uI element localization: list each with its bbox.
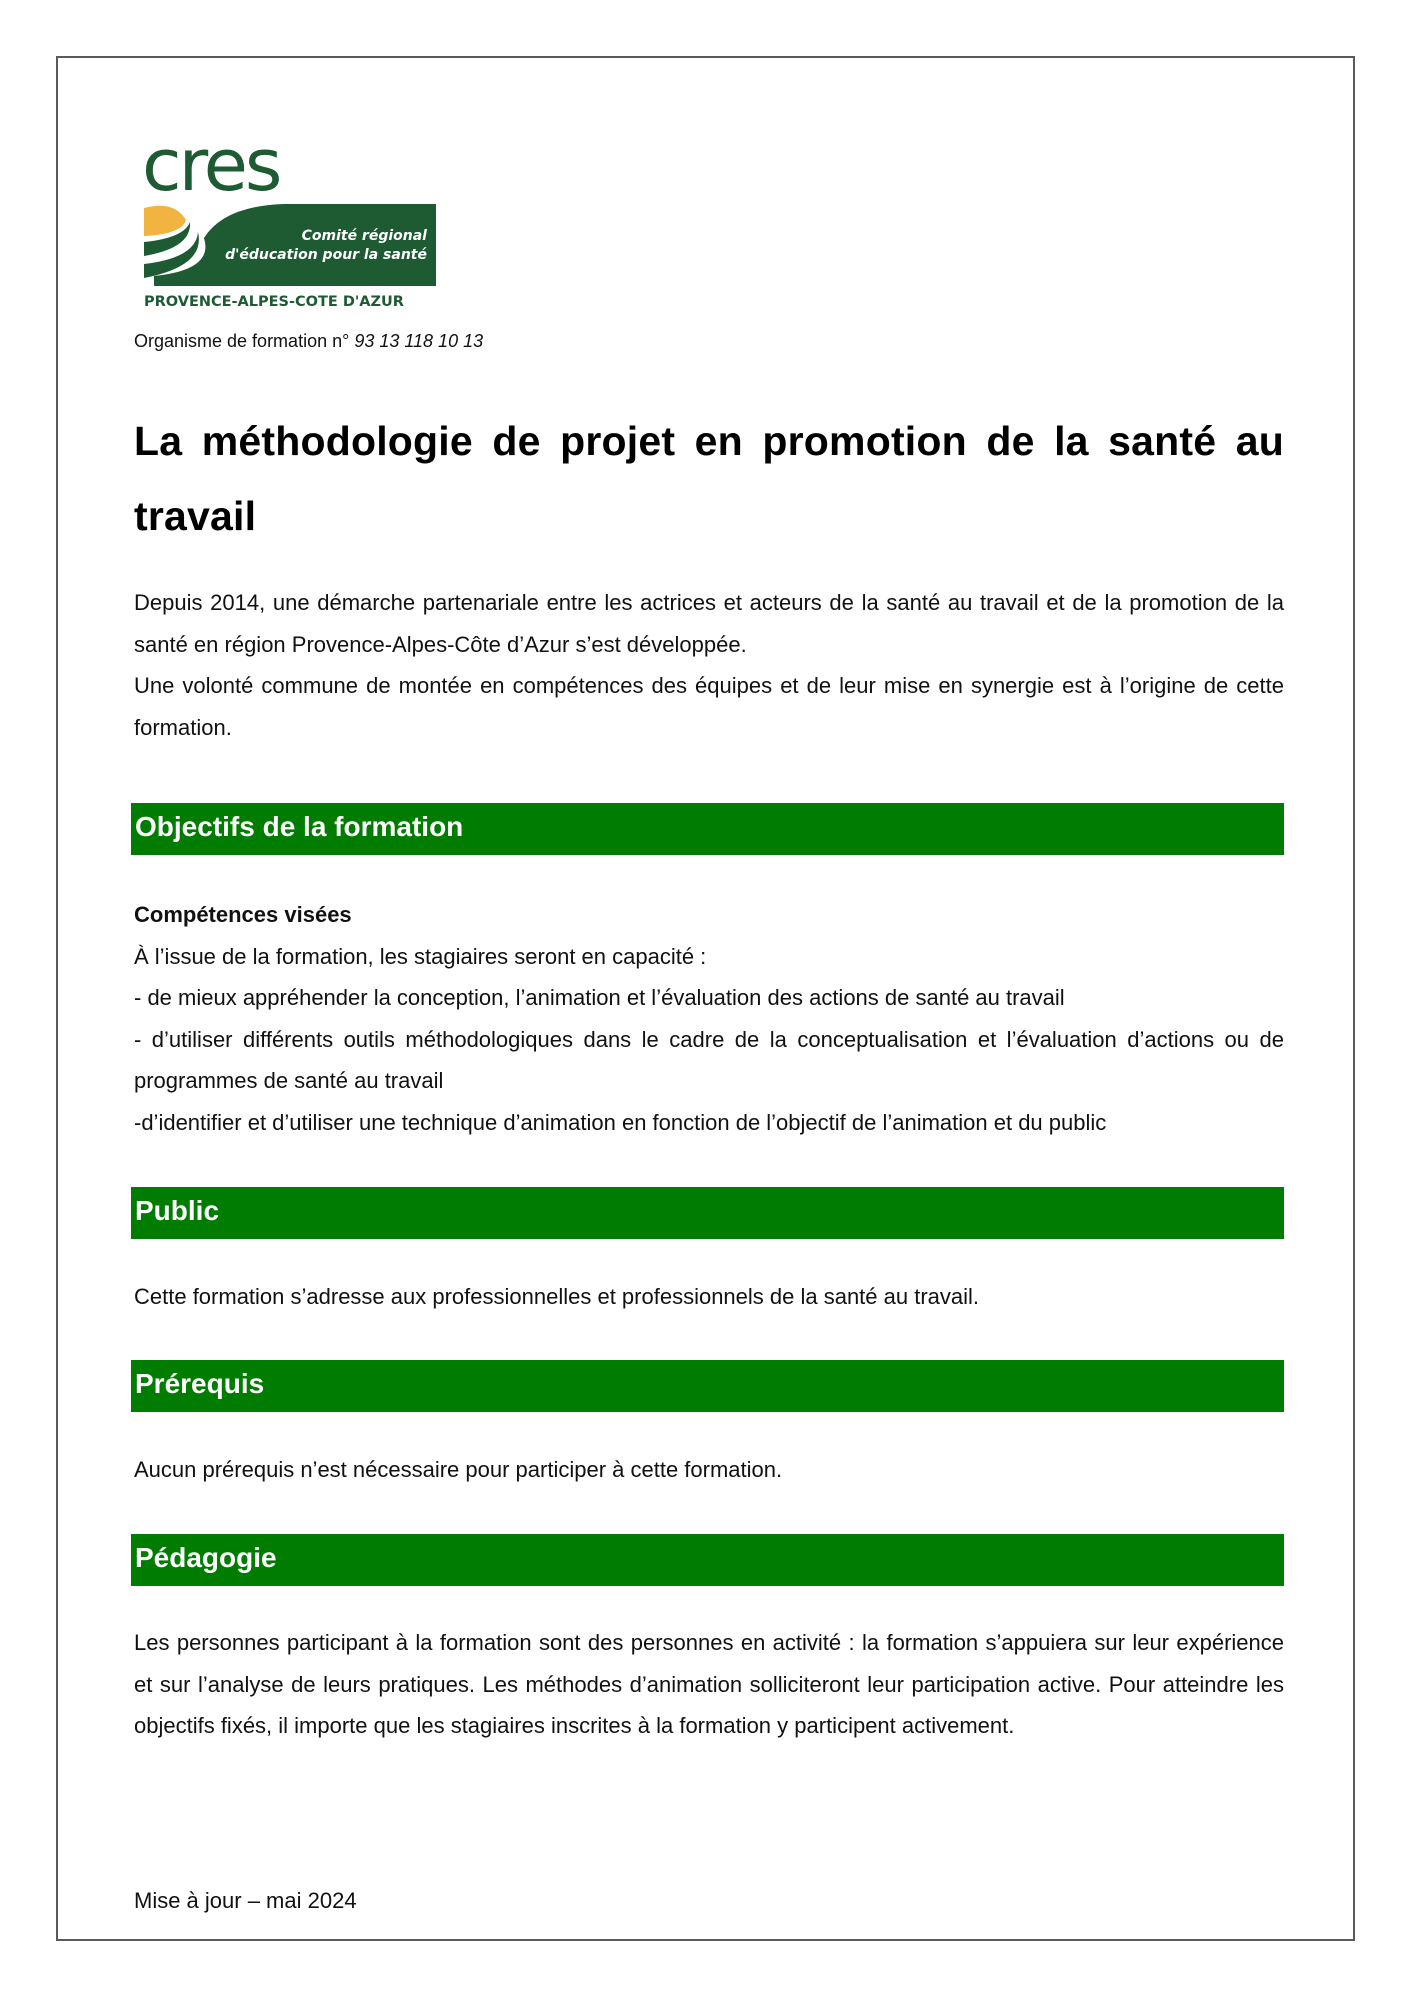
org-number: 93 13 118 10 13 [354, 331, 484, 351]
cres-logo-graphic [144, 138, 436, 310]
update-date: Mise à jour – mai 2024 [134, 1888, 357, 1913]
section-header-pedagogie [131, 1534, 1284, 1586]
pedagogie-content [134, 1622, 1284, 1747]
document-title: La méthodologie de projet en promotion de la santé au travail [134, 418, 1284, 539]
prerequis-text: Aucun prérequis n’est nécessaire pour participer à cette formation. [134, 1457, 783, 1482]
intro-paragraph [134, 582, 1284, 748]
section-header-objectifs [131, 803, 1284, 855]
org-label: Organisme de formation n° [134, 331, 350, 351]
public-content [134, 1276, 1284, 1318]
section-header-prerequis [131, 1360, 1284, 1412]
prerequis-content [134, 1449, 1284, 1491]
training-org-number [134, 331, 483, 352]
logo-wordmark: cres [144, 138, 280, 207]
section-title: Pédagogie [135, 1542, 277, 1573]
intro-text-1: Depuis 2014, une démarche partenariale entre les actrices et acteurs de la santé au travail et de la promotion de la santé en région Provence-Alpes-Côte d’Azur s’est développée. [134, 590, 1284, 657]
logo-sun-shape [144, 206, 186, 236]
section-header-public [131, 1187, 1284, 1239]
public-text: Cette formation s’adresse aux professionnelles et professionnels de la santé au travail. [134, 1284, 980, 1309]
section-title: Objectifs de la formation [135, 811, 464, 842]
intro-text-2: Une volonté commune de montée en compétences des équipes et de leur mise en synergie est à l’origine de cette formation. [134, 673, 1284, 740]
section-title: Prérequis [135, 1368, 265, 1399]
objectif-item: - de mieux appréhender la conception, l’animation et l’évaluation des actions de santé au travail [134, 985, 1065, 1010]
cres-logo [144, 138, 436, 310]
logo-tagline-1: Comité régional [301, 228, 427, 244]
competences-subheading: Compétences visées [134, 902, 352, 927]
pedagogie-text: Les personnes participant à la formation sont des personnes en activité : la formation s’appuiera sur leur expérience et sur l’analyse de leurs pratiques. Les méthodes d’animation solliciteront leur participation active. Pour atteindre les objectifs fixés, il importe que les stagiaires inscrites à la formation y participent activement. [134, 1630, 1284, 1738]
objectif-item: -d’identifier et d’utiliser une technique d’animation en fonction de l’objectif de l’animation et du public [134, 1109, 1107, 1135]
objectifs-content [134, 894, 1284, 1143]
section-title: Public [135, 1195, 220, 1226]
objectif-item: - d’utiliser différents outils méthodologiques dans le cadre de la conceptualisation et l’évaluation d’actions ou de programmes de santé au travail [134, 1026, 1284, 1093]
logo-tagline-2: d'éducation pour la santé [225, 247, 427, 263]
logo-region: PROVENCE-ALPES-COTE D'AZUR [144, 294, 404, 310]
objectifs-lead: À l’issue de la formation, les stagiaires seront en capacité : [134, 943, 707, 969]
